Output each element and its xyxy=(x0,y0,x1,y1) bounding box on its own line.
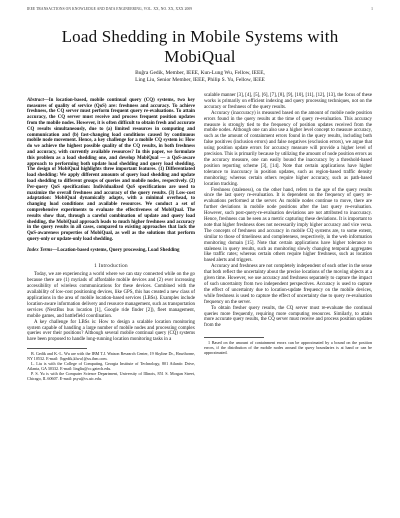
right-paragraph-4: Accuracy and freshness are not completely independent of each other in the sense that both reflect the uncertainty about the precise locations of the moving objects at a given time. However, we use accuracy and freshness separately to capture the impact of such uncertainty from two independent perspectives. Accuracy is used to capture the effect of uncertainty due to location-update frequency on the mobile devices, while freshness is used to capture the effect of uncertainty due to query re-evaluation frequency on the server. xyxy=(204,264,372,305)
paper-title: Load Shedding in Mobile Systems with MobiQual xyxy=(61,27,339,66)
right-paragraph-3: Freshness (staleness), on the other hand, refers to the age of the query results since the last query re-evaluation. It is dependent on the frequency of query re-evaluations performed at the server. As mobile nodes continue to move, there are further deviations in mobile node positions after the last query re-evaluation. However, such post-query-re-evaluation deviations are not attributed to inaccuracy. Hence, freshness can be seen as a metric capturing these deviations. It is important to note that higher freshness does not necessarily imply higher accuracy and vice versa. The concepts of freshness and accuracy in mobile CQ systems are, to some extent, similar to those of timeliness and completeness, respectively, in the web information monitoring domain [15]. Note that certain applications have higher tolerance to staleness in query results, such as monitoring slowly changing temporal aggregates like traffic rates; whereas certain others require higher freshness, such as location based alerts and triggers. xyxy=(204,187,372,264)
page-number: 1 xyxy=(371,7,373,11)
intro-paragraph-2: A key challenge for LBSs is: How to design a scalable location monitoring system capable of handling a large number of mobile nodes and processing complex queries over their positions? Although several mobile continual query (CQ) systems have been proposed to handle long-running location monitoring tasks in a xyxy=(27,319,195,343)
right-paragraph-5: To obtain fresher query results, the CQ server must re-evaluate the continual queries more frequently, requiring more computing resources. Similarly, to attain more accurate query results, the CQ server must receive and process position updates from the xyxy=(204,305,372,329)
abstract xyxy=(27,98,195,243)
author-footnote-2: L. Liu is with the College of Computing, Georgia Institute of Technology, 801 Atlantic Drive, Atlanta, GA 30332. E-mail: lingliu@cc.gatech.edu. xyxy=(27,361,195,372)
section-heading-introduction: 1 Introduction xyxy=(94,262,128,269)
author-block xyxy=(27,70,373,84)
author-footnote-1: B. Gedik and K.-L. Wu are with the IBM T.J. Watson Research Center, 19 Skyline Dr., Hawthorne, NY 10532. E-mail: {bgedik,klwu}@us.ibm.com. xyxy=(27,351,195,362)
author-line-2: Ling Liu, Senior Member, IEEE, Philip S. Yu, Fellow, IEEE xyxy=(135,77,265,83)
abstract-text: —In location-based, mobile continual query (CQ) systems, two key measures of quality of service (QoS) are: freshness and accuracy. To achieve freshness, the CQ server must perform frequent query re-evaluations. To attain accuracy, the CQ server must receive and process frequent position updates from the mobile nodes. However, it is often difficult to obtain fresh and accurate CQ results simultaneously, due to (a) limited resources in computing and communication and (b) fast-changing load conditions caused by continuous mobile node movement. Hence, a key challenge for a mobile CQ system is: How do we achieve the highest possible quality of the CQ results, in both freshness and accuracy, with currently available resources? In this paper, we formulate this problem as a load shedding one, and develop MobiQual — a QoS-aware approach to performing both update load shedding and query load shedding. The design of MobiQual highlights three important features. (1) Differentiated load shedding: We apply different amounts of query load shedding and update load shedding to different groups of queries and mobile nodes, respectively. (2) Per-query QoS specification: Individualized QoS specifications are used to maximize the overall freshness and accuracy of the query results. (3) Low-cost adaptation: MobiQual dynamically adapts, with a minimal overhead, to changing load conditions and available resources. We conduct a set of comprehensive experiments to evaluate the effectiveness of MobiQual. The results show that, through a careful combination of update and query load shedding, the MobiQual approach leads to much higher freshness and accuracy in the query results in all cases, compared to existing approaches that lack the QoS-awareness properties of MobiQual, as well as the solutions that perform query-only or update-only load shedding. xyxy=(27,97,195,243)
left-column xyxy=(27,93,195,381)
right-paragraph-1: scalable manner [3], [4], [5], [6], [7], [8], [9], [10], [11], [12], [13], the focus of these works is primarily on efficient indexing and query processing techniques, not on the accuracy or freshness of the query results. xyxy=(204,93,372,110)
right-paragraph-2: Accuracy (inaccuracy) is measured based on the amount of mobile node position errors found in the query results at the time of query re-evaluation. This accuracy measure is strongly tied to the frequency of position updates received from the mobile nodes. Although one can also use a higher level concept to measure accuracy, such as the amount of containment errors found in the query results, including both false positives (inclusion errors) and false negatives (exclusion errors), we argue that using position update errors for accuracy measure will provide a higher level of precision. This is primarily because by utilizing the amount of node position errors as the accuracy measure, one can easily bound the inaccuracy by a threshold-based position reporting scheme [3], [14]. Note that certain applications have higher tolerance to inaccuracy in position updates, such as region-based traffic density monitoring; whereas certain others require higher accuracy, such as path-based location tracking. xyxy=(204,110,372,187)
index-terms-text: —Location-based systems, Query processing, Load Shedding xyxy=(52,247,180,253)
author-line-1: Buğra Gedik, Member, IEEE, Kun-Lung Wu, Fellow, IEEE, xyxy=(135,70,265,76)
running-header xyxy=(27,7,373,13)
abstract-label: Abstract xyxy=(27,97,44,103)
footnote-rule xyxy=(27,348,87,349)
index-terms-label: Index Terms xyxy=(27,247,53,253)
right-column xyxy=(204,93,372,381)
right-footnote-rule xyxy=(204,337,264,338)
two-column-body xyxy=(27,93,373,381)
right-footnote: 1 Based on the amount of containment errors can be approximated by a bound on the position errors, if the distribution of the mobile nodes around the query boundaries is at hand or can be approximated. xyxy=(204,340,372,356)
intro-paragraph-1: Today, we are experiencing a world where we can stay connected while on the go because there are (1) myriads of affordable mobile devices and (2) ever increasing accessibility of wireless communications for these devices. Combined with the availability of low-cost positioning devices, like GPS, this has created a new class of applications in the area of mobile location-based services (LBSs). Examples include location-aware information delivery and resource management, such as transportation services (NextBus bus location [1], Google ride finder [2]), fleet management, mobile games, and battlefield coordination. xyxy=(27,272,195,319)
index-terms xyxy=(27,248,195,254)
journal-header: IEEE TRANSACTIONS ON KNOWLEDGE AND DATA ENGINEERING, VOL. XX, NO. XX, XXX 2009 xyxy=(27,7,193,11)
author-footnote-3: P. S. Yu is with the Computer Science Department, University of Illinois, 851 S. Morgan Street, Chicago, IL 60607. E-mail: psyu@cs.uic.edu. xyxy=(27,371,195,382)
